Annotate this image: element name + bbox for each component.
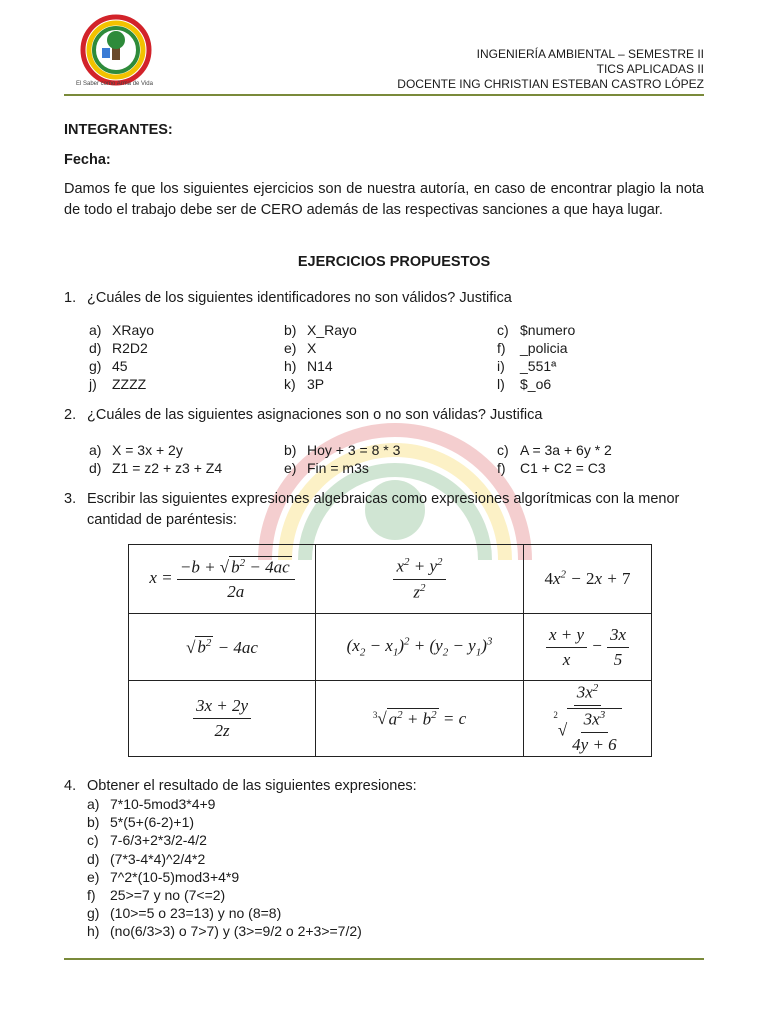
expr-differences-powers: $(x_2 - x_1)^2 + (y_2 - y_1)^3$ xyxy=(316,614,524,681)
q4-item-expression: 7^2*(10-5)mod3+4*9 xyxy=(110,868,240,885)
q2-option-text: Hoy + 3 = 8 * 3 xyxy=(307,442,401,458)
q2-option-text: A = 3a + 6y * 2 xyxy=(520,442,612,458)
header-rule xyxy=(64,94,704,96)
institute-logo-icon xyxy=(78,14,154,90)
q1-option-text: $_o6 xyxy=(520,376,552,392)
header-course: TICS APLICADAS II xyxy=(596,62,704,76)
q4-item-letter: c) xyxy=(87,832,99,849)
q1-option-text: R2D2 xyxy=(112,340,148,356)
q4-item-letter: d) xyxy=(87,850,100,867)
q4-item-expression: (no(6/3>3) o 7>7) y (3>=9/2 o 2+3>=7/2) xyxy=(110,923,362,940)
q4-item-letter: e) xyxy=(87,868,100,885)
q1-option-letter: j) xyxy=(89,376,97,392)
q1-number: 1. xyxy=(64,290,77,306)
q4-text: Obtener el resultado de las siguientes expresiones: xyxy=(87,778,417,794)
q4-item-expression: 7-6/3+2*3/2-4/2 xyxy=(110,832,207,849)
q1-option-letter: k) xyxy=(284,376,296,392)
q4-item-letter: b) xyxy=(87,814,100,831)
q1-text: ¿Cuáles de los siguientes identificadores no son válidos? Justifica xyxy=(87,290,512,306)
q3-number: 3. xyxy=(64,491,77,507)
q4-item-expression: (10>=5 o 23=13) y no (8=8) xyxy=(110,905,282,922)
expr-fraction-difference: $\frac{x + y}{x}$ − $\frac{3x}{5}$ xyxy=(524,614,652,681)
q1-option-letter: c) xyxy=(497,322,509,338)
q1-option-text: ZZZZ xyxy=(112,376,147,392)
q1-option-letter: e) xyxy=(284,340,297,356)
expr-sum-squares-over-z: $\frac{x^2 + y^2}{z^2}$ xyxy=(316,545,524,614)
q2-number: 2. xyxy=(64,407,77,423)
q4-item-expression: (7*3-4*4)^2/4*2 xyxy=(110,850,206,867)
integrantes-label: INTEGRANTES: xyxy=(64,122,173,138)
q4-item-expression: 7*10-5mod3*4+9 xyxy=(110,796,216,812)
q2-option-letter: f) xyxy=(497,460,506,476)
expr-linear-over-2z: $\frac{3x + 2y}{2z}$ xyxy=(129,681,316,757)
q1-option-letter: b) xyxy=(284,322,297,338)
q1-option-letter: f) xyxy=(497,340,506,356)
q1-option-text: XRayo xyxy=(112,322,155,338)
expr-nested-root-fraction: $3x^2$ $^2$√ $\frac{3x^3}{4y + 6}$ xyxy=(524,681,652,757)
expr-quadratic-formula: x = $\frac{-b + √ b^2 - 4ac}{2a}$ xyxy=(129,545,316,614)
q4-item-expression: 5*(5+(6-2)+1) xyxy=(110,814,195,831)
q2-option-letter: b) xyxy=(284,442,297,458)
disclaimer-paragraph: Damos fe que los siguientes ejercicios son de nuestra autoría, en caso de encontrar plagio la nota de todo el trabajo debe ser de CERO además de las respectivas sanciones a que haya lugar. xyxy=(64,181,704,218)
q4-item-letter: f) xyxy=(87,887,96,903)
q1-option-letter: d) xyxy=(89,340,102,356)
fecha-label: Fecha: xyxy=(64,152,111,168)
q2-option-text: Z1 = z2 + z3 + Z4 xyxy=(112,460,223,476)
q2-option-letter: d) xyxy=(89,460,102,476)
header-teacher: DOCENTE ING CHRISTIAN ESTEBAN CASTRO LÓPEZ xyxy=(397,77,704,91)
q2-option-letter: a) xyxy=(89,442,102,458)
q4-item-letter: g) xyxy=(87,905,100,922)
q1-option-text: 45 xyxy=(112,358,128,374)
q1-option-text: _551ª xyxy=(520,358,557,374)
footer-rule xyxy=(64,958,704,960)
q4-item-letter: a) xyxy=(87,796,100,812)
section-title: EJERCICIOS PROPUESTOS xyxy=(297,254,491,270)
q4-item-letter: h) xyxy=(87,923,100,940)
q2-option-text: C1 + C2 = C3 xyxy=(520,460,606,476)
q1-option-text: $numero xyxy=(520,322,576,338)
expr-cube-root-equation: $^3$√ $a^2 + b^2 = c$ xyxy=(316,681,524,757)
expr-sqrt-minus: √ $b^2 - 4ac$ xyxy=(129,614,316,681)
expressions-table xyxy=(128,544,652,757)
q1-option-letter: g) xyxy=(89,358,102,374)
q2-text: ¿Cuáles de las siguientes asignaciones son o no son válidas? Justifica xyxy=(87,407,543,423)
q2-option-text: X = 3x + 2y xyxy=(112,442,183,458)
q2-option-letter: e) xyxy=(284,460,297,476)
q2-option-letter: c) xyxy=(497,442,509,458)
q1-option-text: _policia xyxy=(520,340,568,356)
q1-option-text: X_Rayo xyxy=(307,322,357,338)
q3-text-line2: cantidad de paréntesis: xyxy=(87,512,237,528)
q1-option-text: X xyxy=(307,340,317,356)
q4-item-expression: 25>=7 y no (7<=2) xyxy=(110,887,226,903)
q1-option-letter: l) xyxy=(497,376,505,392)
q1-option-text: N14 xyxy=(307,358,333,374)
header-program: INGENIERÍA AMBIENTAL – SEMESTRE II xyxy=(476,47,704,61)
q3-text-line1: Escribir las siguientes expresiones algebraicas como expresiones algorítmicas con la menor xyxy=(87,491,680,507)
q1-option-letter: a) xyxy=(89,322,102,338)
q2-option-text: Fin = m3s xyxy=(307,460,369,476)
q1-option-letter: i) xyxy=(497,358,505,374)
q4-number: 4. xyxy=(64,778,77,794)
expr-polynomial: $4x^2 - 2x + 7$ xyxy=(524,545,652,614)
q1-option-text: 3P xyxy=(307,376,325,392)
logo-caption: El Saber como Arma de Vida xyxy=(76,81,153,87)
q1-option-letter: h) xyxy=(284,358,297,374)
